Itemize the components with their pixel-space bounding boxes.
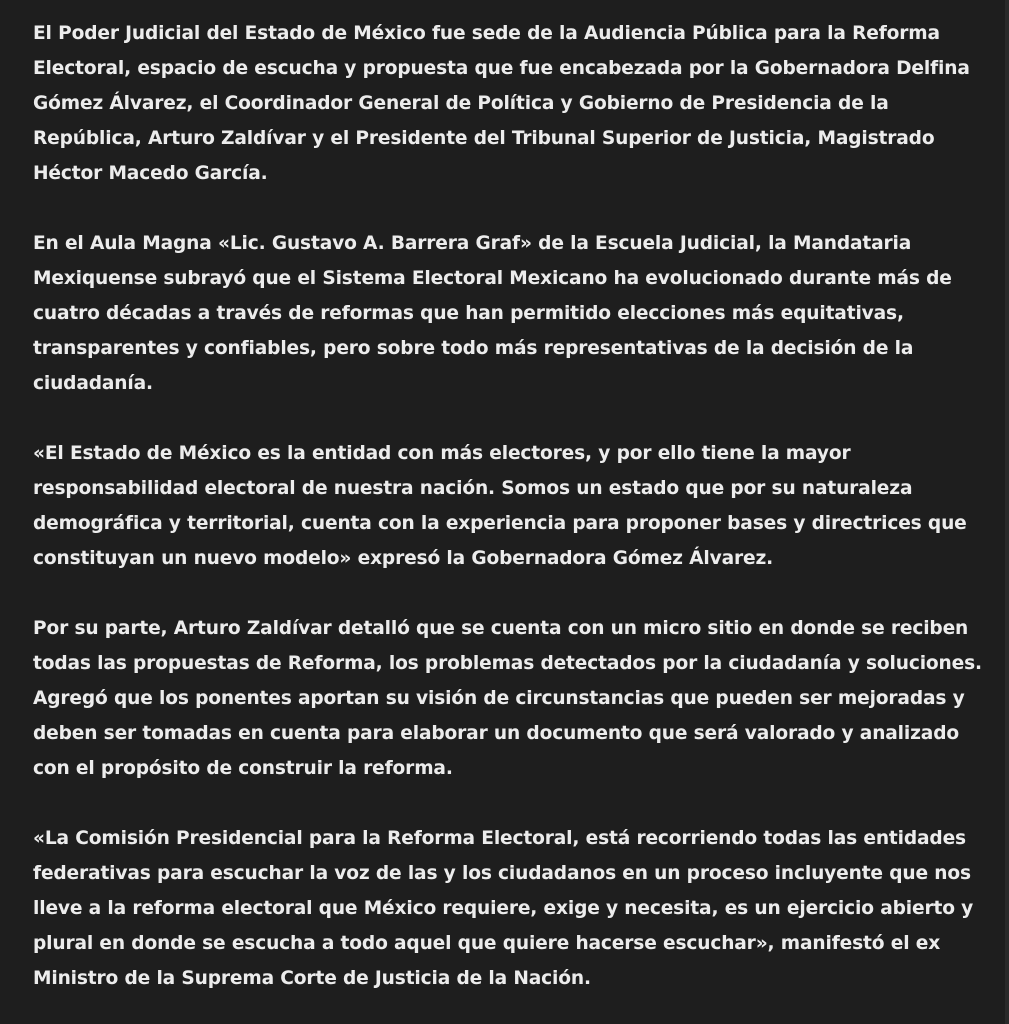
paragraph-5: «La Comisión Presidencial para la Reforma Electoral, está recorriendo todas las entidades federativas para escuchar la voz de las y los ciudadanos en un proceso incluyente que nos lleve a la reforma electoral que México requiere, exige y necesita, es un ejercicio abierto y plural en donde se escucha a todo aquel que quiere hacerse escuchar», manifestó el ex Ministro de la Suprema Corte de Justicia de la Nación. — [33, 828, 974, 989]
page-edge-strip — [1005, 0, 1009, 1024]
article-body — [33, 16, 983, 996]
paragraph-1: El Poder Judicial del Estado de México fue sede de la Audiencia Pública para la Reforma Electoral, espacio de escucha y propuesta que fue encabezada por la Gobernadora Delfina Gómez Álvarez, el Coordinador General de Política y Gobierno de Presidencia de la República, Arturo Zaldívar y el Presidente del Tribunal Superior de Justicia, Magistrado Héctor Macedo García. — [33, 23, 970, 184]
paragraph-4: Por su parte, Arturo Zaldívar detalló que se cuenta con un micro sitio en donde se reciben todas las propuestas de Reforma, los problemas detectados por la ciudadanía y soluciones. Agregó que los ponentes aportan su visión de circunstancias que pueden ser mejoradas y deben ser tomadas en cuenta para elaborar un documento que será valorado y analizado con el propósito de construir la reforma. — [33, 618, 982, 779]
paragraph-2: En el Aula Magna «Lic. Gustavo A. Barrera Graf» de la Escuela Judicial, la Mandataria Mexiquense subrayó que el Sistema Electoral Mexicano ha evolucionado durante más de cuatro décadas a través de reformas que han permitido elecciones más equitativas, transparentes y confiables, pero sobre todo más representativas de la decisión de la ciudadanía. — [33, 233, 952, 394]
paragraph-3: «El Estado de México es la entidad con más electores, y por ello tiene la mayor responsabilidad electoral de nuestra nación. Somos un estado que por su naturaleza demográfica y territorial, cuenta con la experiencia para proponer bases y directrices que constituyan un nuevo modelo» expresó la Gobernadora Gómez Álvarez. — [33, 443, 967, 569]
